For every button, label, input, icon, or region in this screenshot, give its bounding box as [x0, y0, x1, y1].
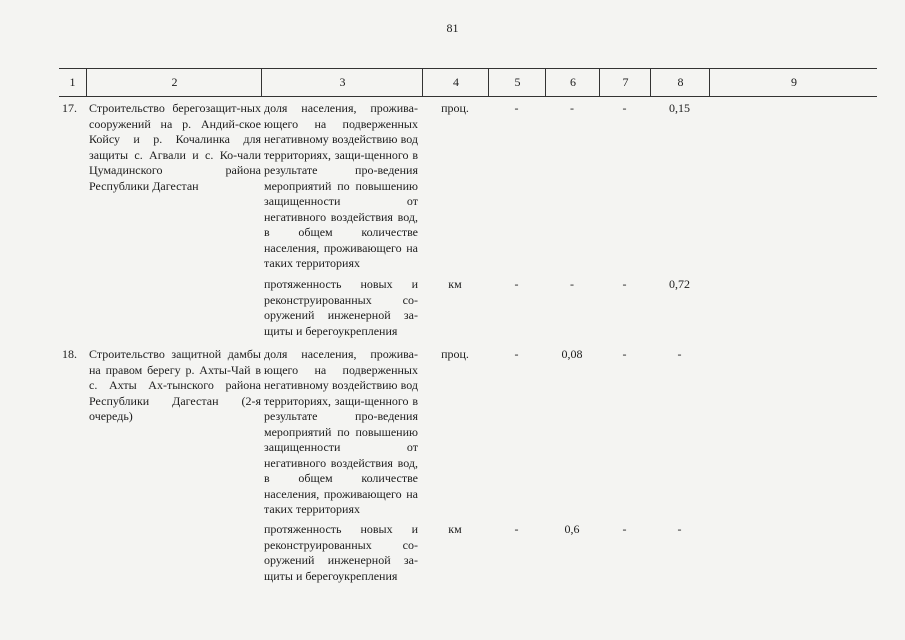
value-col-6: -	[570, 277, 574, 291]
header-col-3: 3	[261, 69, 423, 96]
indicator-unit: км	[448, 522, 462, 536]
value-col-8: -	[677, 522, 682, 536]
value-col-8: -	[677, 347, 682, 361]
header-col-6: 6	[545, 69, 600, 96]
header-col-2: 2	[86, 69, 262, 96]
header-col-4: 4	[422, 69, 489, 96]
value-col-7: -	[622, 101, 627, 115]
value-col-5: -	[514, 277, 519, 291]
indicator-unit: проц.	[441, 347, 469, 361]
indicator-text: доля населения, прожива-ющего на подверженных негативному воздействию вод территориях, защи-щенного в результате про-ведения мероприятий по повышению защищенности от негативного воздействия вод, в общем количестве населения, проживающего на таких территориях	[264, 101, 418, 270]
indicator-unit: проц.	[441, 101, 469, 115]
value-col-5: -	[514, 347, 519, 361]
value-col-7: -	[622, 522, 627, 536]
indicator-text: протяженность новых и реконструированных со-оружений инженерной за-щиты и берегоукрепления	[264, 277, 418, 338]
indicator-text: доля населения, прожива-ющего на подверженных негативному воздействию вод территориях, защи-щенного в результате про-ведения мероприятий по повышению защищенности от негативного воздействия вод, в общем количестве населения, проживающего на таких территориях	[264, 347, 418, 516]
header-col-7: 7	[599, 69, 651, 96]
measure-name: Строительство защитной дамбы на правом берегу р. Ахты-Чай в с. Ахты Ах-тынского района Республики Дагестан (2-я очередь)	[89, 347, 261, 423]
header-col-8: 8	[650, 69, 710, 96]
value-col-8: 0,72	[669, 277, 690, 291]
value-col-6: 0,6	[564, 522, 580, 536]
value-col-7: -	[622, 277, 627, 291]
measure-name: Строительство берегозащит-ных сооружений на р. Андий-ское Койсу и р. Кочалинка для защиты с. Агвали и с. Ко-чали Цумадинского района Республики Дагестан	[89, 101, 261, 193]
value-col-6: 0,08	[561, 347, 583, 361]
header-col-1: 1	[69, 75, 76, 89]
table-header	[59, 68, 877, 97]
indicator-text: протяженность новых и реконструированных со-оружений инженерной за-щиты и берегоукрепления	[264, 522, 418, 583]
value-col-6: -	[570, 101, 574, 115]
value-col-7: -	[622, 347, 627, 361]
value-col-8: 0,15	[669, 101, 690, 115]
value-col-5: -	[514, 522, 519, 536]
row-number: 17.	[62, 101, 77, 115]
value-col-5: -	[514, 101, 519, 115]
indicator-unit: км	[448, 277, 462, 291]
page-number: 81	[446, 21, 459, 35]
header-col-5: 5	[488, 69, 546, 96]
header-col-9: 9	[709, 69, 878, 96]
row-number: 18.	[62, 347, 77, 361]
